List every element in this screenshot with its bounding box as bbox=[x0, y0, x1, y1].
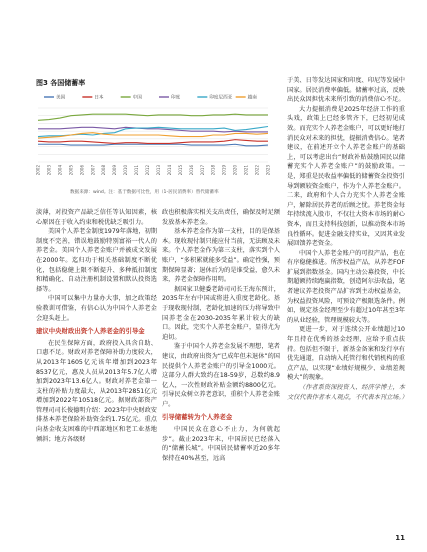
x-tick-label: 2010 bbox=[123, 165, 129, 176]
x-tick-label: 2003 bbox=[46, 165, 52, 176]
legend-label: 中国 bbox=[132, 95, 142, 101]
x-tick-label: 2017 bbox=[199, 165, 205, 176]
right-para-2: 大力提振消费是2025年经济工作的重头戏，政策上已经多管齐下，已经初见成效。而充实个人养老金账户，可以更好地打消民众对未来的担忧，提振消费信心。笔者建议，在前述开立个人养老金账户的基础上，可以考虑出台“财政补贴鼓励国民以储蓄充实个人养老金账户”的鼓励政策。一是，郑重是民收益率偏低的储蓄资金投资引导到额较资金账户，作为个人养老金账户。二来，政府和个人合力充实个人养老金账户，解除居民养老的后顾之忧。养老资金每年持续流入股市，不仅壮大资本市场的耐心资本，而且支持科技创新，以推动资本市场良性循环。促进金融支持实业，又因其业发展回馈养老资金。 bbox=[287, 105, 405, 248]
series-line bbox=[38, 144, 268, 146]
legend-label: 越南 bbox=[247, 95, 257, 101]
legend-label: 印度尼西亚 bbox=[209, 95, 233, 101]
x-tick-label: 2018 bbox=[210, 165, 216, 176]
x-tick-label: 2007 bbox=[90, 165, 96, 176]
chart-legend bbox=[44, 94, 257, 101]
left-para-4: 在民生保障方面，政府投入具含自助、口惠不足。财政对养老保障补助力度较大，从2013年1605亿元该年增加到2023年8537亿元，惠及人员从2013年5.7亿人增加到2023年13.6亿人。财政对养老金第一支柱的补贴力度最大，从2013年2851亿元增加到2022年10518亿元。据财政部资产管理司司长俊德明介绍：2023年中央财政安排基本养老保险补助资金约1.75亿元。重点向基金收支困难的中西部地区和老工业基地倾斜；地方各级财 bbox=[36, 339, 157, 443]
x-tick-label: 2013 bbox=[155, 165, 161, 176]
x-tick-label: 2022 bbox=[254, 165, 260, 176]
right-para-4: 更进一步，对于连续公开业绩超过10年且持在优秀的基金经理，应给予重点扶持。包括但不限于，新基金备案和发行享有优先通道，自动纳入托管行和代销机构的重点产品，以实现“业绩好规模少、业绩差规模大”的现象。 bbox=[287, 326, 405, 382]
figure-source: 数据来源：wind。注：基于数据可比性，用（1-居民消费率）替代储蓄率 bbox=[70, 190, 219, 195]
chart-x-ticks bbox=[36, 165, 271, 176]
legend-label: 美国 bbox=[56, 95, 66, 101]
left-para-1: 淡薄，对投资产品缺乏信任等认知因素，核心原因在于收入约束和税优缺乏吸引力。 bbox=[36, 209, 157, 226]
mid-para-4: 鉴于中国个人养老金发展不理想，笔者建议，由政府出资为“已成年但未退休”的国民提供个人养老金账户的引导金1000元。这部分人群大致约在18-59岁，总数约8.9亿人，一次性财政补贴金额约8800亿元。引导民众树立养老意识，重积个人养老金账户。 bbox=[162, 343, 280, 408]
left-column bbox=[36, 208, 157, 444]
series-line bbox=[38, 114, 268, 120]
right-para-3: 中国个人养老金账户的可投产品，也在有序稳健推进。所涉权益产品，从养老FOF扩展到指数基金。国内主动公募投资，中长期超额持续跑赢指数，创造阿尔法收益，笔者建议养老投资产品扩容到主动权益基金，为权益投资风险，可预设产极限选条件。例如，规定基金经理至少有超过10年甚至3年的从业经验，管理规模较大等。 bbox=[287, 249, 405, 324]
left-para-3: 中国可以集中力量办大事，加之政策经验教训可借鉴，有信心认为中国个人养老金会迎头赶上。 bbox=[36, 295, 157, 322]
x-tick-label: 2008 bbox=[101, 165, 107, 176]
page-number: 11 bbox=[395, 534, 405, 542]
x-tick-label: 2015 bbox=[177, 165, 183, 176]
savings-rate-chart bbox=[30, 90, 274, 190]
series-line bbox=[38, 140, 268, 144]
right-column bbox=[287, 76, 408, 402]
left-para-2: 美国个人养老金制度1979年落地，初期制度不完善，错误地鼓励特别富裕一代人的养老金。美国个人养老金账户并被成文发展在2000年。迄归功于相关基础制度不断优化，包括稳健上限不断提升、多种抵扣制度和精确化、自动注册机制设置和默认投资选择等。 bbox=[36, 228, 157, 293]
mid-para-2: 基本养老金作为第一支柱，目的是保基本。现收现付制只能应付当前，无法顾及未来。个人养老金作为第三支柱，落实到个人账户，“多积累就能多受益”。确定性强，预期保障显著；退休后为的是谁受益，愈久未来，养老金保障作用明。 bbox=[162, 228, 280, 284]
x-tick-label: 2020 bbox=[232, 165, 238, 176]
x-tick-label: 2004 bbox=[57, 165, 63, 176]
x-tick-label: 2023 bbox=[265, 165, 271, 176]
x-tick-label: 2009 bbox=[112, 165, 118, 176]
x-tick-label: 2021 bbox=[243, 165, 249, 176]
mid-para-3: 据国家卫健委老龄司司长王海东预计，2035年左右中国或将进入重度老龄化。基于现收现付制，老龄化加速的压力将导致中国养老金在2030-2035年累计较大的缺口。因此，完实个人养老金账户，显得尤为迫切。 bbox=[162, 285, 280, 341]
x-tick-label: 2014 bbox=[166, 165, 172, 176]
legend-label: 日本 bbox=[94, 95, 104, 101]
x-tick-label: 2011 bbox=[134, 165, 140, 176]
middle-column bbox=[162, 208, 280, 463]
x-tick-label: 2019 bbox=[221, 165, 227, 176]
section-heading-1: 建议中央财政出资个人养老金的引导金 bbox=[36, 327, 145, 336]
mid-para-5: 中国民众在意心不止力，为何就起步”。截止2023年末，中国居民已经落入的“储蓄长城”。中国居民储蓄率近20多年保持在40%甚至，远高 bbox=[162, 426, 280, 462]
x-tick-label: 2016 bbox=[188, 165, 194, 176]
section-heading-2: 引导储蓄转为个人养老金 bbox=[162, 413, 233, 422]
right-para-1: 于美、日等发达国家和印度、印尼等发展中国家。居民消费率偏低。储蓄率过高，反映出民众因担忧未来所引致的消费信心不足。 bbox=[287, 77, 405, 104]
x-tick-label: 2006 bbox=[79, 165, 85, 176]
chart-lines bbox=[38, 114, 268, 146]
x-tick-label: 2002 bbox=[35, 165, 41, 176]
x-tick-label: 2005 bbox=[68, 165, 74, 176]
figure-title: 图3 各国储蓄率 bbox=[36, 79, 86, 87]
legend-label: 印度 bbox=[171, 95, 181, 101]
x-tick-label: 2012 bbox=[145, 165, 151, 176]
author-note: （作者系资深投资人、经济学博士，本文仅代表作者本人观点，不代表本刊立场。） bbox=[287, 384, 408, 401]
mid-para-1: 政也积极落实相关支出责任，确保及时足额发放基本养老金。 bbox=[162, 209, 280, 226]
